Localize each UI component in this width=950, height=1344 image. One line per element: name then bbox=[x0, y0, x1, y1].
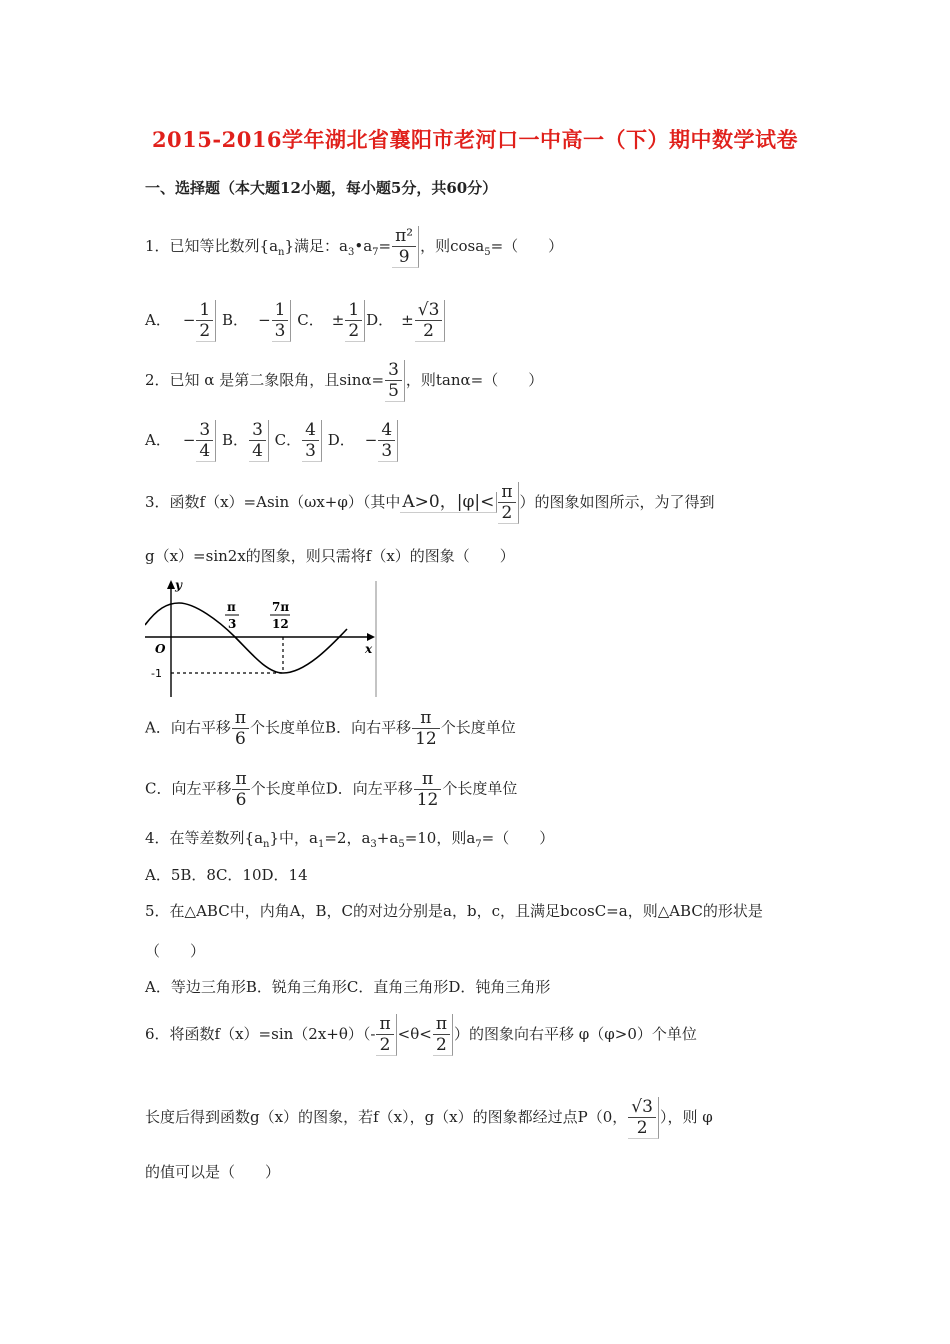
fraction: $\frac{√3}{2}$ bbox=[415, 300, 446, 342]
question-5-line2: （ ） bbox=[145, 942, 206, 960]
fraction: $\frac{3}{4}$ bbox=[249, 420, 269, 462]
fraction: $\frac{3}{4}$ bbox=[196, 420, 216, 462]
x-axis-arrow bbox=[367, 633, 375, 641]
minus-one-label: -1 bbox=[151, 667, 162, 680]
question-3-options-ab: A．向右平移 $\frac{\pi}{6}$ 个长度单位B．向右平移 $\frac{\pi}{12}$ 个长度单位 bbox=[145, 708, 516, 749]
question-2: 2．已知 α 是第二象限角，且sinα= $\frac{3}{5}$ ，则tanα=（ ） bbox=[145, 360, 544, 401]
question-1-options: A． − $\frac{1}{2}$ B． − $\frac{1}{3}$ C． ± $\frac{1}{2}$ D． ± $\frac{√3}{2}$ bbox=[145, 300, 446, 342]
question-4-options: A．5B．8C．10D．14 bbox=[145, 866, 308, 884]
sine-graph bbox=[145, 577, 380, 699]
y-axis-arrow bbox=[167, 580, 175, 589]
tick-7pi-12-num: 7π bbox=[272, 600, 290, 614]
question-4: 4．在等差数列$\{a_n\}$中，$a_1=2$，$a_3+a_5=10$，则$a_7=$（ ） bbox=[145, 829, 555, 850]
question-5: 5．在△ABC中，内角A，B，C的对边分别是a，b，c，且满足bcosC=a，则△ABC的形状是 bbox=[145, 902, 763, 920]
fraction: $\frac{3}{5}$ bbox=[385, 360, 405, 402]
x-axis-label: x bbox=[365, 642, 373, 656]
sine-curve bbox=[145, 603, 347, 673]
fraction: $\frac{\pi}{2}$ bbox=[376, 1014, 396, 1056]
question-6-line2: 长度后得到函数g（x）的图象，若f（x），g（x）的图象都经过点P（0， $\frac{√3}{2}$ ），则 φ bbox=[145, 1097, 713, 1138]
fraction: $\frac{\text{π²}}{9}$ bbox=[392, 226, 419, 268]
fraction: $\frac{\pi}{6}$ bbox=[232, 708, 249, 749]
condition-box: A>0，|φ|< bbox=[400, 492, 497, 513]
question-6: 6．将函数f（x）=sin（2x+θ）（- $\frac{\pi}{2}$ <θ< $\frac{\pi}{2}$ ）的图象向右平移 φ（φ>0）个单位 bbox=[145, 1014, 697, 1055]
fraction: $\frac{1}{3}$ bbox=[272, 300, 292, 342]
fraction: $\frac{\pi}{12}$ bbox=[412, 708, 440, 749]
tick-pi-3-den: 3 bbox=[228, 617, 237, 631]
question-3-line2: g（x）=sin2x的图象，则只需将f（x）的图象（ ） bbox=[145, 547, 515, 565]
tick-7pi-12-den: 12 bbox=[272, 617, 289, 631]
question-6-line3: 的值可以是（ ） bbox=[145, 1163, 281, 1181]
question-3: 3．函数f（x）=Asin（ωx+φ）（其中 A>0，|φ|< $\frac{\pi}{2}$ ）的图象如图所示，为了得到 bbox=[145, 482, 715, 523]
page-title: 2015-2016学年湖北省襄阳市老河口一中高一（下）期中数学试卷 bbox=[151, 127, 799, 152]
fraction: $\frac{√3}{2}$ bbox=[628, 1097, 659, 1139]
fraction: $\frac{1}{2}$ bbox=[345, 300, 365, 342]
fraction: $\frac{\pi}{6}$ bbox=[232, 769, 249, 810]
fraction: $\frac{1}{2}$ bbox=[196, 300, 216, 342]
origin-label: O bbox=[155, 642, 166, 656]
section-heading: 一、选择题（本大题12小题，每小题5分，共60分） bbox=[145, 179, 498, 197]
y-axis-label: y bbox=[175, 578, 182, 592]
question-1: 1．已知等比数列$\{a_n\}$满足：$a_3•a_7=$ $\frac{\text{π²}}{9}$ ，则cosa$_5$=（ ） bbox=[145, 226, 564, 267]
question-2-options: A． − $\frac{3}{4}$ B． $\frac{3}{4}$ C． $\frac{4}{3}$ D． − $\frac{4}{3}$ bbox=[145, 420, 399, 462]
fraction: $\frac{\pi}{2}$ bbox=[498, 482, 518, 524]
fraction: $\frac{4}{3}$ bbox=[378, 420, 398, 462]
tick-pi-3-num: π bbox=[227, 600, 236, 614]
fraction: $\frac{4}{3}$ bbox=[302, 420, 322, 462]
question-3-options-cd: C．向左平移 $\frac{\pi}{6}$ 个长度单位D．向左平移 $\frac{\pi}{12}$ 个长度单位 bbox=[145, 769, 518, 810]
fraction: $\frac{\pi}{12}$ bbox=[414, 769, 442, 810]
question-5-options: A．等边三角形B．锐角三角形C．直角三角形D．钝角三角形 bbox=[145, 978, 551, 996]
fraction: $\frac{\pi}{2}$ bbox=[433, 1014, 453, 1056]
